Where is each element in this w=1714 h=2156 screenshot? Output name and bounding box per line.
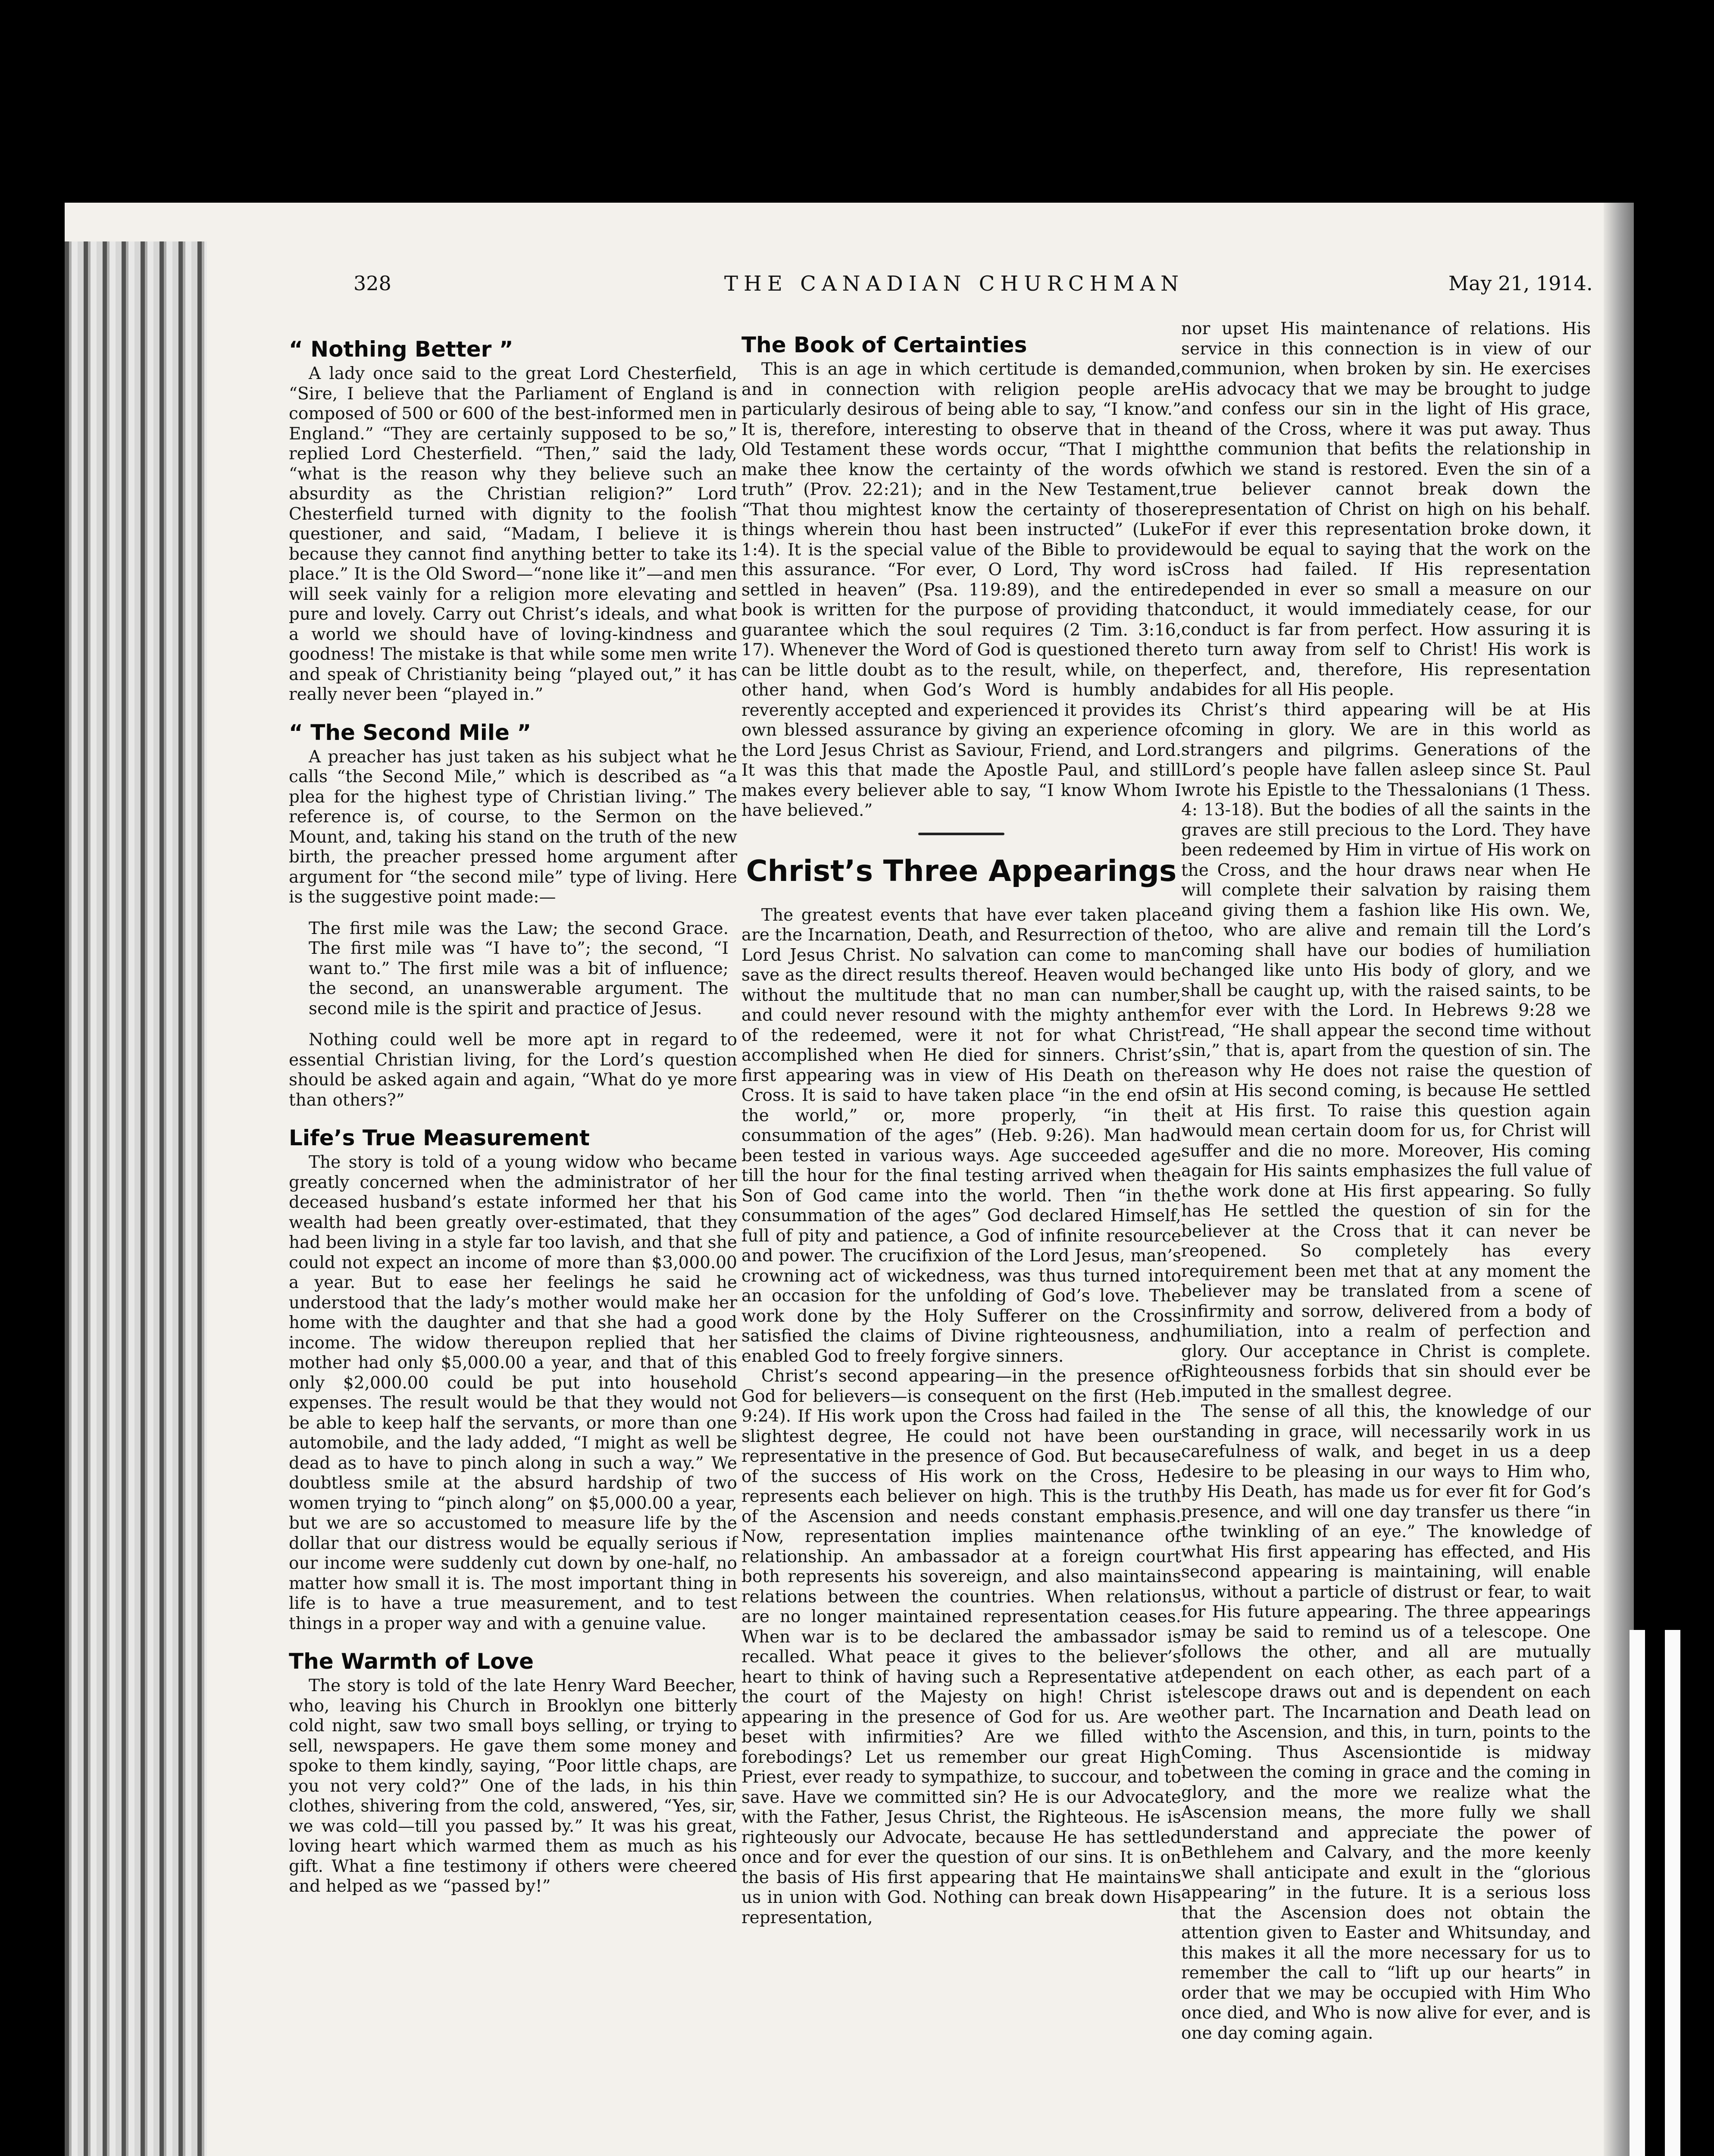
article-paragraph: A preacher has just taken as his subject what he calls “the Second Mile,” which is described as “a plea for the highest type of Christian living.” The reference is, of course, to the Sermon on the Mount, and, taking his stand on the truth of the new birth, the preacher pressed home argument after argument for “the second mile” type of living. Here is the suggestive point made:— [289,747,737,907]
article-title-three-appearings: Christ’s Three Appearings [746,854,1177,888]
quote-text: The first mile was the Law; the second Grace. The first mile was “I have to”; the second, “I want to.” The first mile was a bit of influence; the second, an unanswerable argument. The second mile is the spirit and practice of Jesus. [309,918,729,1018]
article-paragraph: The story is told of a young widow who became greatly concerned when the administrator of her deceased husband’s estate informed her that his wealth had been greatly over-estimated, that they had been living in a style far too lavish, and that she could not expect an income of more than $3,000.00 a year. But to ease her feelings he said he understood that the lady’s mother would make her home with the daughter and that she had a good income. The widow thereupon replied that her mother had only $5,000.00 a year, and that of this only $2,000.00 could be put into household expenses. The result would be that they would not be able to keep half the servants, or more than one automobile, and the lady added, “I might as well be dead as to have to pinch along in such a way.” We doubtless smile at the absurd hardship of two women trying to “pinch along” on $5,000.00 a year, but we are so accustomed to measure life by the dollar that our distress would be equally serious if our income were suddenly cut down by one-half, no matter how small it is. The most important thing in life is to have a true measurement, and to test things in a proper way and with a genuine value. [289,1153,737,1633]
article-title-nothing-better: “ Nothing Better ” [289,337,513,362]
article-paragraph: Christ’s second appearing—in the presence of God for believers—is consequent on the first (Heb. 9:24). If His work upon the Cross had failed in the slightest degree, He could not have been our representative in the presence of God. But because of the success of His work on the Cross, He represents each believer on high. This is the truth of the Ascension and needs constant emphasis. Now, representation implies maintenance of relationship. An ambassador at a foreign court both represents his sovereign, and also maintains relations between the countries. When relations are no longer maintained representation ceases. When war is to be declared the ambassador is recalled. What peace it gives to the believer’s heart to think of having such a Representative at the court of the Majesty on high! Christ is appearing in the presence of God for us. Are we beset with infirmities? Are we filled with forebodings? Let us remember our great High Priest, ever ready to sympathize, to succour, and to save. Have we committed sin? He is our Advocate with the Father, Jesus Christ, the Righteous. He is righteously our Advocate, because He has settled once and for ever the question of our sins. It is on the basis of His first appearing that He maintains us in union with God. Nothing can break down His representation, [741,1366,1181,1927]
article-paragraph: The story is told of the late Henry Ward Beecher, who, leaving his Church in Brooklyn one bitterly cold night, saw two small boys selling, or trying to sell, newspapers. He gave them some money and spoke to them kindly, saying, “Poor little chaps, are you not very cold?” One of the lads, in his thin clothes, shivering from the cold, answered, “Yes, sir, we was cold—till you passed by.” It was his great, loving heart which warmed them as much as his gift. What a fine testimony if others were cheered and helped as we “passed by!” [289,1676,737,1896]
article-title-book-of-certainties: The Book of Certainties [741,332,1027,357]
scanner-edge-bar [1665,1630,1680,2156]
section-divider-ornament [741,825,1181,843]
middle-column [741,332,1181,1928]
article-paragraph: The sense of all this, the knowledge of our standing in grace, will necessarily work in us carefulness of walk, and beget in us a deep desire to be pleasing in our ways to Him who, by His Death, has made us for ever fit for God’s presence, and will one day transfer us there “in the twinkling of an eye.” The knowledge of what His first appearing has effected, and His second appearing is maintaining, will enable us, without a particle of distrust or fear, to wait for His future appearing. The three appearings may be said to remind us of a telescope. One follows the other, and all are mutually dependent on each other, as each part of a telescope draws out and is dependent on each other part. The Incarnation and Death lead on to the Ascension, and this, in turn, points to the Coming. Thus Ascensiontide is midway between the coming in grace and the coming in glory, and the more we realize what the Ascension means, the more fully we shall understand and appreciate the power of Bethlehem and Calvary, and the more keenly we shall anticipate and exult in the “glorious appearing” in the future. It is a serious loss that the Ascension does not obtain the attention given to Easter and Whitsunday, and this makes it all the more necessary for us to remember the call to “lift up our hearts” in order that we may be occupied with Him Who once died, and Who is now alive for ever, and is one day coming again. [1181,1402,1591,2043]
article-paragraph: A lady once said to the great Lord Chesterfield, “Sire, I believe that the Parliament of England is composed of 500 or 600 of the best-informed men in England.” “They are certainly supposed to be so,” replied Lord Chesterfield. “Then,” said the lady, “what is the reason why they believe such an absurdity as the Christian religion?” Lord Chesterfield turned with dignity to the foolish questioner, and said, “Madam, I believe it is because they cannot find anything better to take its place.” It is the Old Sword—“none like it”—and men will seek vainly for a religion more elevating and pure and lovely. Carry out Christ’s ideals, and what a world we should have of loving-kindness and goodness! The mistake is that while some men write and speak of Christianity being “played out,” it has really never been “played in.” [289,364,737,704]
block-quote [309,919,729,1019]
page-binding-edge [65,241,207,2156]
page-number: 328 [353,272,391,295]
article-title-true-measurement: Life’s True Measurement [289,1125,590,1150]
article-title-second-mile: “ The Second Mile ” [289,720,532,745]
scanner-edge-bar [1630,1630,1645,2156]
article-paragraph: Christ’s third appearing will be at His coming in glory. We are in this world as strangers and pilgrims. Generations of the Lord’s people have fallen asleep since St. Paul wrote his Epistle to the Thessalonians (1 Thess. 4: 13-18). But the bodies of all the saints in the graves are still precious to the Lord. They have been redeemed by Him in virtue of His work on the Cross, and the hour draws near when He will complete their salvation by raising them and giving them a fashion like His own. We, too, who are alive and remain till the Lord’s coming shall have our bodies of humiliation changed like unto His body of glory, and we shall be caught up, with the raised saints, to be for ever with the Lord. In Hebrews 9:28 we read, “He shall appear the second time without sin,” that is, apart from the question of sin. The reason why He does not raise the question of sin at His second coming, is because He settled it at His first. To raise this question again would mean certain doom for us, for Christ will suffer and die no more. Moreover, His coming again for His saints emphasizes the full value of the work done at His first appearing. So fully has He settled the question of sin for the believer at the Cross that it can never be reopened. So completely has every requirement been met that at any moment the believer may be translated from a scene of infirmity and sorrow, delivered from a body of humiliation, into a realm of perfection and glory. Our acceptance in Christ is complete. Righteousness forbids that sin should ever be imputed in the smallest degree. [1181,700,1591,1401]
article-paragraph: This is an age in which certitude is demanded, and in connection with religion people are particularly desirous of being able to say, “I know.” It is, therefore, interesting to observe that in the Old Testament these words occur, “That I might make thee know the certainty of the words of truth” (Prov. 22:21); and in the New Testament, “That thou mightest know the certainty of those things wherein thou hast been instructed” (Luke 1:4). It is the special value of the Bible to provide this assurance. “For ever, O Lord, Thy word is settled in heaven” (Psa. 119:89), and the entire book is written for the purpose of providing that guarantee which the soul requires (2 Tim. 3:16, 17). Whenever the Word of God is questioned there can be little doubt as to the result, while, on the other hand, when God’s Word is humbly and reverently accepted and experienced it provides its own blessed assurance by giving an experience of the Lord Jesus Christ as Saviour, Friend, and Lord. It was this that made the Apostle Paul, and still makes every believer able to say, “I know Whom I have believed.” [741,360,1181,820]
article-paragraph: The greatest events that have ever taken place are the Incarnation, Death, and Resurrection of the Lord Jesus Christ. No salvation can come to man save as the direct results thereof. Heaven would be without the multitude that no man can number, and could never resound with the mighty anthem of the redeemed, were it not for what Christ accomplished when He died for sinners. Christ’s first appearing was in view of His Death on the Cross. It is said to have taken place “in the end of the world,” or, more properly, “in the consummation of the ages” (Heb. 9:26). Man had been tested in various ways. Age succeeded age till the hour for the final testing arrived when the Son of God came into the world. Then “in the consummation of the ages” God declared Himself, full of pity and patience, a God of infinite resource and power. The crucifixion of the Lord Jesus, man’s crowning act of wickedness, was thus turned into an occasion for the unfolding of God’s love. The work done by the Holy Sufferer on the Cross satisfied the claims of Divine righteousness, and enabled God to freely forgive sinners. [741,905,1181,1366]
left-column [289,336,737,1897]
issue-date: May 21, 1914. [1448,272,1593,295]
right-column [1181,319,1591,2043]
article-paragraph: nor upset His maintenance of relations. His service in this connection is in view of our communion, when broken by sin. He exercises His advocacy that we may be brought to judge and confess our sin in the light of His grace, and of the Cross, where it was put away. Thus the communion that befits the relationship in which we stand is restored. Even the sin of a true believer cannot break down the representation of Christ on high on his behalf. For if ever this representation broke down, it would be equal to saying that the work on the Cross had failed. If His representation depended in ever so small a measure on our conduct, it would immediately cease, for our conduct is far from perfect. How assuring it is to turn away from self to Christ! His work is perfect, and, therefore, His representation abides for all His people. [1181,319,1591,699]
article-title-warmth-of-love: The Warmth of Love [289,1649,534,1674]
journal-title: THE CANADIAN CHURCHMAN [724,272,1185,296]
article-paragraph: Nothing could well be more apt in regard to essential Christian living, for the Lord’s question should be asked again and again, “What do ye more than others?” [289,1030,737,1110]
